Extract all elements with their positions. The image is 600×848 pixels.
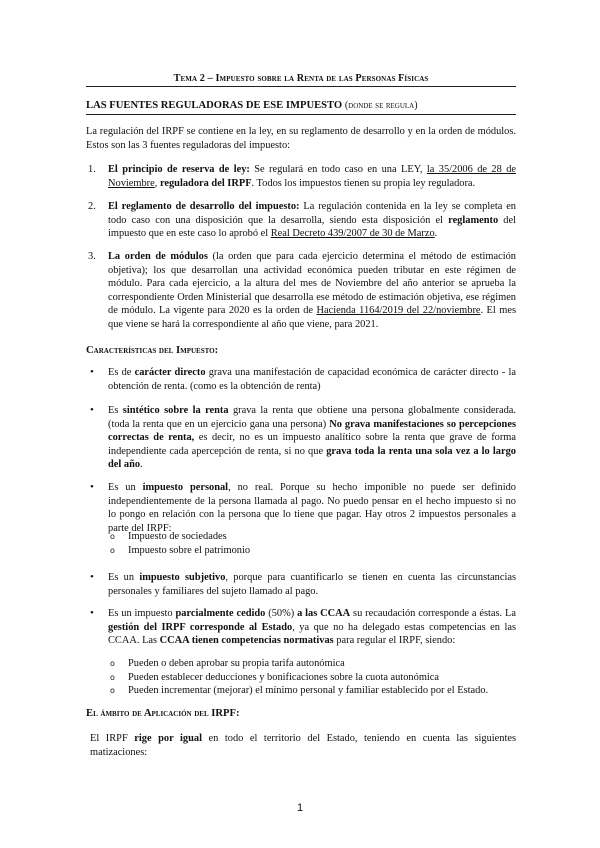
source-bold: reglamento [448,214,499,226]
source-text: , [154,177,160,189]
bullet-icon: • [90,366,94,378]
source-text: . El mes que viene se hará la correspondiente al año que viene, para 2021. [108,305,516,330]
source-text: (la orden que para cada ejercicio determina el método de estimación objetiva); los que desarrollan una actividad económica pueden tributar en este régimen de módulo. Para cada ejercicio, a la altura del mes de Noviembre del año anterior se aprueba la correspondiente Orden Ministerial que desarrolla ese método de estimación objetiva, ese régimen de módulo. La vigente para 2020 es la orden de [108,251,516,317]
char-text: grava la renta que obtiene una persona globalmente considerada. (toda la renta que en un ejercicio gana una persona) [108,405,516,430]
list-item-text: Pueden incrementar (mejorar) el mínimo personal y familiar establecido por el Estado. [128,685,489,697]
scope-heading: El ámbito de Aplicación del IRPF: [86,708,240,719]
char-text: . [140,459,143,471]
source-text: del impuesto que en este caso lo aprobó el [108,214,516,240]
circle-bullet-icon: o [110,659,115,668]
source-bold: El principio de reserva de ley: [108,164,250,175]
list-item-text: Impuesto de sociedades [128,531,227,542]
source-text: . [434,228,438,240]
char-text: Es un [108,572,140,583]
order-reference-link: Hacienda 1164/2019 del 22/noviembre [316,305,481,317]
section-divider [86,114,516,115]
intro-paragraph: La regulación del IRPF se contiene en la ley, en su reglamento de desarrollo y en la orden de módulos. Estos son las 3 fuentes reguladoras del impuesto: [86,126,516,151]
source-text: . Todos los impuestos tienen su propia ley reguladora. [251,177,476,189]
char-bold: impuesto subjetivo [139,572,226,583]
circle-bullet-icon: o [110,545,115,555]
source-text: Se regulará en todo caso en una LEY, [249,164,427,175]
char-bold: impuesto personal [142,482,229,493]
char-bold: parcialmente cedido [175,608,266,619]
list-item [110,684,516,698]
char-bold: CCAA tienen competencias normativas [159,635,334,647]
source-item-modules [108,250,516,332]
char-bold: No grava manifestaciones so percepciones correctas de renta, [108,418,516,444]
char-text: para regular el IRPF, siendo: [333,635,456,647]
char-text: su recaudación corresponde a éstas. La [350,608,516,619]
decree-reference-link: Real Decreto 439/2007 de 30 de Marzo [270,228,435,240]
circle-bullet-icon: o [110,672,115,682]
characteristics-heading: Características del Impuesto: [86,345,219,356]
char-text: , ya que no ha delegado estas competencias en las CCAA. Las [108,621,516,647]
list-item-text: Pueden o deben aprobar su propia tarifa autonómica [128,658,345,669]
char-text: (50%) [265,608,298,619]
section-subtitle: (donde se regula) [344,100,418,111]
char-bold: a las CCAA [297,608,351,619]
scope-text: en todo el territorio del Estado, teniendo en cuenta las siguientes matizaciones: [90,733,517,758]
char-text: es decir, no es un impuesto analítico sobre la renta que grave de forma independiente cada apercepción de renta, si no que [108,432,516,457]
circle-bullet-icon: o [110,686,115,696]
char-text: , porque para cuantificarlo se tienen en cuenta las circunstancias personales y familiares del sujeto llamado al pago. [108,572,517,597]
circle-bullet-icon: o [110,532,115,541]
list-item-text: Impuesto sobre el patrimonio [128,544,251,556]
section-title-text: LAS FUENTES REGULADORAS DE ESE IMPUESTO [86,100,343,111]
page-number: 1 [296,802,304,814]
list-item [110,671,516,685]
list-item [110,530,516,544]
char-text: Es un impuesto [108,608,176,619]
char-text: Es un [108,482,143,493]
char-bold: gestión del IRPF corresponde al Estado [108,621,293,633]
law-reference-link: la 35/2006 de 28 de Noviembre [108,164,517,189]
source-number: 3. [88,251,96,262]
char-text: Es de [108,367,135,378]
source-bold: reguladora del IRPF [159,177,252,189]
char-bold: carácter directo [134,367,206,378]
scope-bold: rige por igual [134,733,202,744]
ccaa-competences-list [110,657,516,698]
characteristic-personal [108,481,516,535]
section-title [86,99,516,113]
char-text: Es [108,405,123,416]
bullet-icon: • [90,481,94,493]
header-divider [86,86,516,87]
char-bold: grava toda la renta una sola vez a lo largo del año [108,445,516,471]
source-bold: El reglamento de desarrollo del impuesto: [108,201,300,212]
scope-paragraph [90,732,516,759]
characteristic-synthetic [108,404,516,472]
source-number: 2. [88,201,96,212]
char-text: grava una manifestación de capacidad económica de carácter directo - la obtención de renta. (como es la obtención de renta) [108,367,516,392]
bullet-icon: • [90,404,94,416]
characteristic-direct [108,366,516,393]
list-item [110,544,516,558]
source-bold: La orden de módulos [108,251,208,262]
list-item [110,657,516,671]
source-number: 1. [88,164,96,175]
characteristic-ceded [108,607,516,648]
personal-taxes-list [110,530,516,557]
source-text: La regulación contenida en la ley se completa en todo caso con una disposición que la desarrolla, siendo esta disposición el [108,201,516,226]
char-bold: sintético sobre la renta [122,405,229,416]
characteristic-subjective [108,571,516,598]
page-header: Tema 2 – Impuesto sobre la Renta de las Personas Físicas [173,73,429,84]
char-text: , no real. Porque su hecho imponible no puede ser definido independientemente de la persona llamada al pago. No puedo pensar en el hecho impuesto si no lo pongo en relación con la persona que lo tiene que pagar. Hay otros 2 impuestos personales a parte del IRPF: [108,482,516,534]
source-item-regulation [108,200,516,241]
list-item-text: Pueden establecer deducciones y bonificaciones sobre la cuota autonómica [128,671,440,683]
source-item-law [108,163,516,190]
bullet-icon: • [90,571,94,583]
scope-text: El IRPF [90,733,135,744]
bullet-icon: • [90,607,94,619]
